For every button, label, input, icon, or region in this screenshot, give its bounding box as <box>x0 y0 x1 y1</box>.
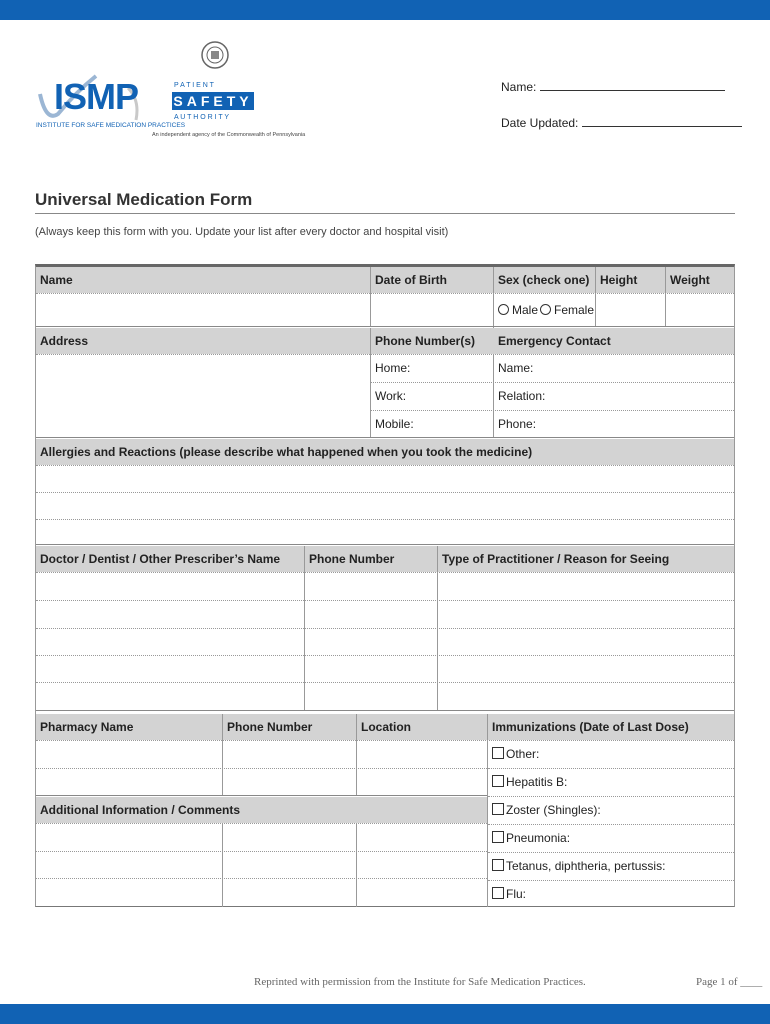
dob-header: Date of Birth <box>375 273 447 287</box>
psa-authority-text: A U T H O R I T Y <box>174 114 229 121</box>
checkbox-icon[interactable] <box>492 775 504 787</box>
male-radio-icon[interactable] <box>498 304 509 315</box>
checkbox-icon[interactable] <box>492 831 504 843</box>
mobile-phone-field[interactable]: Mobile: <box>375 417 414 431</box>
name-input[interactable] <box>36 294 370 326</box>
address-header: Address <box>40 334 89 348</box>
phone-numbers-header: Phone Number(s) <box>375 334 476 348</box>
address-input[interactable] <box>36 355 370 437</box>
ismp-wordmark: ISMP <box>54 76 139 117</box>
immunization-zoster[interactable]: Zoster (Shingles): <box>488 797 734 824</box>
header-date-label: Date Updated: <box>501 116 579 130</box>
doctor-row-1[interactable] <box>36 573 734 600</box>
header-name-line[interactable] <box>540 90 725 91</box>
weight-input[interactable] <box>666 294 734 326</box>
height-header: Height <box>600 273 638 287</box>
allergies-header: Allergies and Reactions (please describe what happened when you took the medicine) <box>36 439 734 465</box>
name-header: Name <box>40 273 73 287</box>
checkbox-icon[interactable] <box>492 803 504 815</box>
page-number: Page 1 of ____ <box>696 976 763 988</box>
immunization-other[interactable]: Other: <box>488 741 734 768</box>
female-radio-icon[interactable] <box>540 304 551 315</box>
immunization-flu[interactable]: Flu: <box>488 881 734 907</box>
doctor-phone-header: Phone Number <box>309 552 395 566</box>
work-phone-field[interactable]: Work: <box>375 389 407 403</box>
allergy-row-3[interactable] <box>36 520 734 544</box>
ec-relation-field[interactable]: Relation: <box>498 389 546 403</box>
immunization-pneumonia[interactable]: Pneumonia: <box>488 825 734 852</box>
male-label: Male <box>512 303 539 317</box>
checkbox-icon[interactable] <box>492 859 504 871</box>
ismp-logo <box>36 70 186 140</box>
immunizations-header: Immunizations (Date of Last Dose) <box>492 720 689 734</box>
header-name-field[interactable] <box>501 80 725 94</box>
psa-logo <box>152 40 306 145</box>
home-phone-field[interactable]: Home: <box>375 361 411 375</box>
sex-male-option[interactable] <box>498 303 538 317</box>
pharmacy-row-1[interactable] <box>36 741 486 768</box>
allergy-row-1[interactable] <box>36 466 734 492</box>
checkbox-icon[interactable] <box>492 887 504 899</box>
doctor-name-header: Doctor / Dentist / Other Prescriber’s Name <box>40 552 281 566</box>
pharmacy-location-header: Location <box>361 720 411 734</box>
additional-info-header: Additional Information / Comments <box>36 797 487 823</box>
doctor-row-4[interactable] <box>36 656 734 682</box>
doctor-row-3[interactable] <box>36 629 734 655</box>
ec-phone-field[interactable]: Phone: <box>498 417 537 431</box>
additional-row-1[interactable] <box>36 824 486 851</box>
doctor-row-5[interactable] <box>36 683 734 710</box>
additional-row-3[interactable] <box>36 879 486 906</box>
doctor-row-2[interactable] <box>36 601 734 628</box>
psa-caption: An independent agency of the Commonwealth of Pennsylvania <box>152 132 306 138</box>
female-label: Female <box>554 303 595 317</box>
additional-row-2[interactable] <box>36 852 486 878</box>
ismp-caption: INSTITUTE FOR SAFE MEDICATION PRACTICES <box>36 122 186 129</box>
title-rule <box>35 213 735 214</box>
immunization-tdap[interactable]: Tetanus, diphtheria, pertussis: <box>488 853 734 880</box>
pharmacy-name-header: Pharmacy Name <box>40 720 134 734</box>
immunization-hepatitis-b[interactable]: Hepatitis B: <box>488 769 734 796</box>
emergency-contact-header: Emergency Contact <box>498 334 611 348</box>
pharmacy-row-2[interactable] <box>36 769 486 795</box>
ec-name-field[interactable]: Name: <box>498 361 534 375</box>
height-input[interactable] <box>596 294 664 326</box>
page-subtitle: (Always keep this form with you. Update your list after every doctor and hospital visit) <box>35 226 449 238</box>
allergy-row-2[interactable] <box>36 493 734 519</box>
top-bar <box>0 0 770 20</box>
header-date-field[interactable] <box>501 116 742 130</box>
dob-input[interactable] <box>371 294 493 326</box>
pharmacy-phone-header: Phone Number <box>227 720 313 734</box>
header-date-line[interactable] <box>582 126 742 127</box>
sex-female-option[interactable] <box>540 303 594 317</box>
sex-header: Sex (check one) <box>498 273 590 287</box>
bottom-bar <box>0 1004 770 1024</box>
psa-safety-box: SAFETY <box>173 93 253 109</box>
psa-patient-text: P A T I E N T <box>174 82 214 89</box>
header-name-label: Name: <box>501 80 537 94</box>
seal-icon <box>200 40 230 70</box>
reprint-notice: Reprinted with permission from the Institute for Safe Medication Practices. <box>254 976 586 988</box>
weight-header: Weight <box>670 273 710 287</box>
page-title: Universal Medication Form <box>35 190 253 209</box>
checkbox-icon[interactable] <box>492 747 504 759</box>
practitioner-type-header: Type of Practitioner / Reason for Seeing <box>442 552 670 566</box>
